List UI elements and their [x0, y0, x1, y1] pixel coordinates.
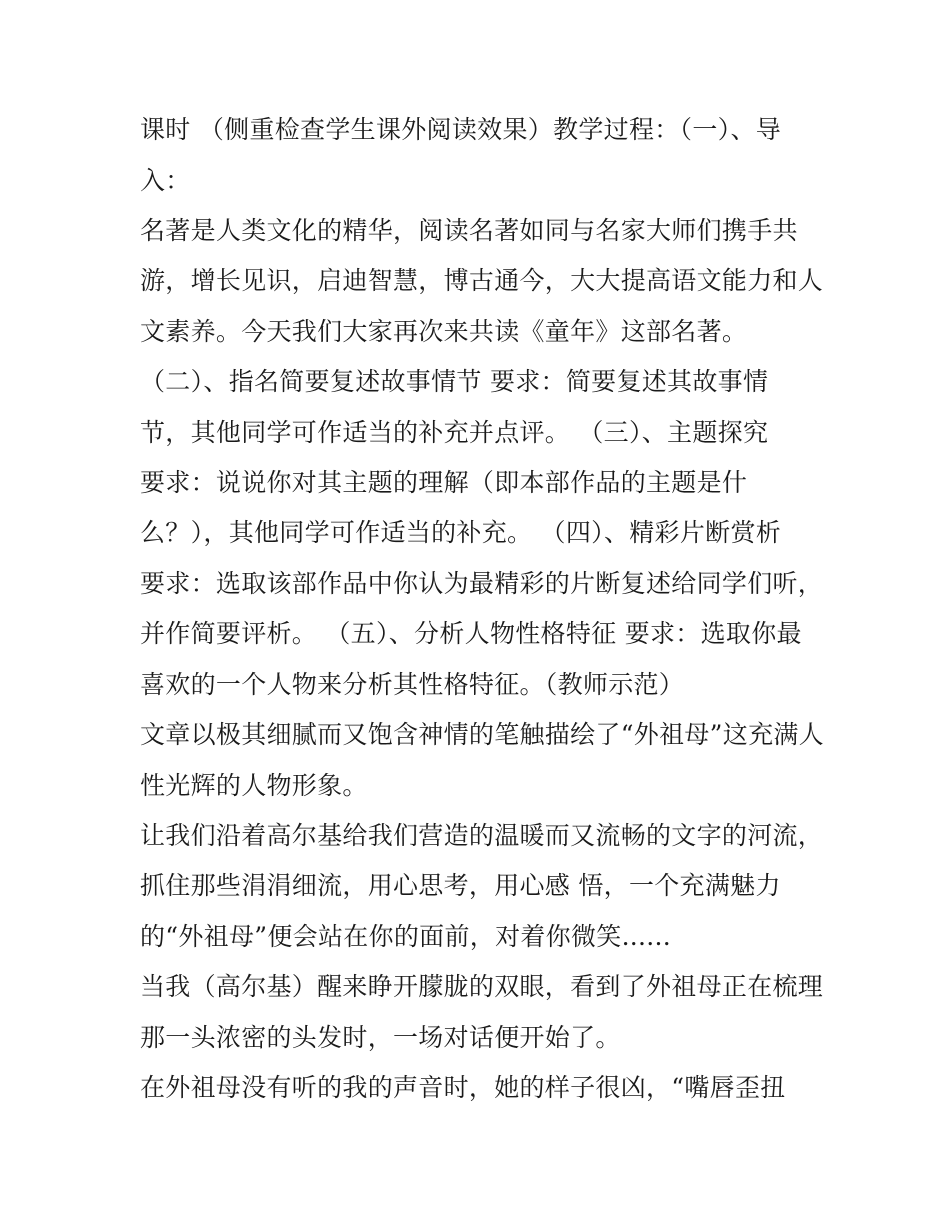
text-line-15: 让我们沿着高尔基给我们营造的温暖而又流畅的文字的河流， — [140, 821, 824, 850]
text-line-12: 喜欢的一个人物来分析其性格特征。（教师示范） — [140, 670, 685, 699]
text-line-18: 当我（高尔基）醒来睁开朦胧的双眼，看到了外祖母正在梳理 — [140, 972, 824, 1001]
text-line-13: 文章以极其细腻而又饱含神情的笔触描绘了“外祖母”这充满人 — [140, 720, 824, 749]
text-line-10: 要求：选取该部作品中你认为最精彩的片断复述给同学们听， — [140, 569, 824, 598]
text-line-11: 并作简要评析。 （五）、分析人物性格特征 要求：选取你最 — [140, 619, 802, 648]
text-line-7: 节，其他同学可作适当的补充并点评。 （三）、主题探究 — [140, 418, 769, 447]
text-line-17: 的“外祖母”便会站在你的面前，对着你微笑...... — [140, 922, 672, 951]
text-line-4: 游，增长见识，启迪智慧，博古通今，大大提高语文能力和人 — [140, 266, 824, 295]
text-line-19: 那一头浓密的头发时，一场对话便开始了。 — [140, 1023, 621, 1052]
text-line-6: （二）、指名简要复述故事情节 要求：简要复述其故事情 — [140, 367, 769, 396]
text-line-3: 名著是人类文化的精华，阅读名著如同与名家大师们携手共 — [140, 216, 798, 245]
text-line-8: 要求：说说你对其主题的理解（即本部作品的主题是什 — [140, 468, 748, 497]
text-line-1: 课时 （侧重检查学生课外阅读效果）教学过程：（一）、导 — [140, 115, 782, 144]
text-line-16: 抓住那些涓涓细流，用心思考，用心感 悟，一个充满魅力 — [140, 871, 781, 900]
text-line-2: 入： — [140, 166, 191, 195]
text-line-14: 性光辉的人物形象。 — [140, 771, 368, 800]
text-line-9: 么？），其他同学可作适当的补充。 （四）、精彩片断赏析 — [140, 518, 782, 547]
text-line-5: 文素养。今天我们大家再次来共读《童年》这部名著。 — [140, 317, 748, 346]
text-line-20: 在外祖母没有听的我的声音时，她的样子很凶，“嘴唇歪扭 — [140, 1073, 786, 1102]
